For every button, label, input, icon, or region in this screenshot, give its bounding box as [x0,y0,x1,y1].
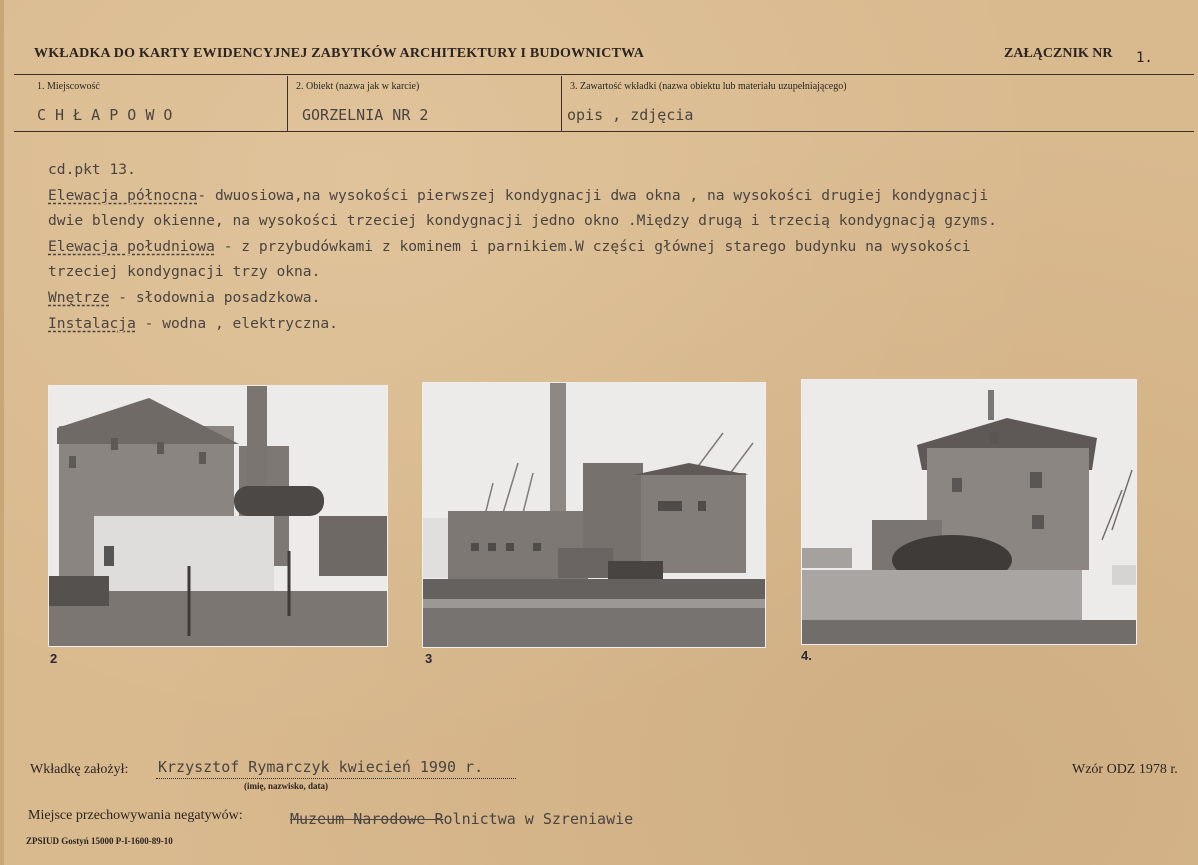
storage-current-text: olnictwa w Szreniawie [443,810,634,828]
heading-south-elevation: Elewacja południowa [48,237,215,255]
description-ref: cd.pkt 13. [48,161,136,178]
heading-north-elevation: Elewacja północna [48,186,198,204]
description-line-6 [48,311,1178,337]
description-line-3 [48,234,1178,260]
field-divider-1 [287,76,288,132]
field-label-locality: 1. Miejscowość [37,81,100,92]
photo-2 [48,385,388,647]
field-divider-2 [561,76,562,132]
heading-installation: Instalacja [48,314,136,332]
print-info: ZPSIUD Gostyń 15000 P-I-1600-89-10 [26,836,173,846]
photo-3-label: 3 [425,651,433,666]
author-label: Wkładkę założył: [30,762,129,777]
photo-3-image [423,383,765,647]
header-rule-top [14,74,1194,75]
field-value-object: GORZELNIA NR 2 [302,106,429,124]
description-line-2: dwie blendy okienne, na wysokości trzeciej kondygnacji jedno okno .Między drugą i trzecią kondygnacją gzyms. [48,212,997,230]
author-value: Krzysztof Rymarczyk kwiecień 1990 r. [158,758,484,776]
storage-struck-text: Muzeum Narodowe R [290,810,444,828]
field-label-object: 2. Obiekt (nazwa jak w karcie) [296,81,420,92]
annex-number: 1. [1136,50,1153,66]
description-line-1 [48,183,1178,209]
photo-2-label: 2 [50,651,58,666]
description-line-5-text: - słodownia posadzkowa. [109,288,321,306]
card-title: WKŁADKA DO KARTY EWIDENCYJNEJ ZABYTKÓW ARCHITEKTURY I BUDOWNICTWA [34,46,645,61]
heading-interior: Wnętrze [48,288,110,306]
photo-4-image [802,380,1136,644]
field-value-locality: C H Ł A P O W O [37,106,173,124]
author-hint: (imię, nazwisko, data) [244,781,328,791]
photo-2-image [49,386,387,646]
author-dotted-line [156,778,516,779]
annex-label: ZAŁĄCZNIK NR [1004,46,1113,61]
description-line-1-text: - dwuosiowa,na wysokości pierwszej kondygnacji dwa okna , na wysokości drugiej kondygnacji [197,186,989,204]
description-line-6-text: - wodna , elektryczna. [135,314,338,332]
field-value-contents: opis , zdjęcia [567,106,694,124]
description-text [48,157,1178,336]
photo-4-label: 4. [801,648,812,663]
storage-label: Miejsce przechowywania negatywów: [28,808,243,823]
photo-4 [801,379,1137,645]
description-line-5 [48,285,1178,311]
description-line-3-text: - z przybudówkami z kominem i parnikiem.W części głównej starego budynku na wysokości [214,237,971,255]
storage-value [290,810,633,828]
header-rule-bottom [14,131,1194,132]
photo-3 [422,382,766,648]
description-line-4: trzeciej kondygnacji trzy okna. [48,263,321,281]
form-reference: Wzór ODZ 1978 r. [1072,762,1178,777]
field-label-contents: 3. Zawartość wkładki (nazwa obiektu lub materiału uzupełniającego) [570,81,847,92]
